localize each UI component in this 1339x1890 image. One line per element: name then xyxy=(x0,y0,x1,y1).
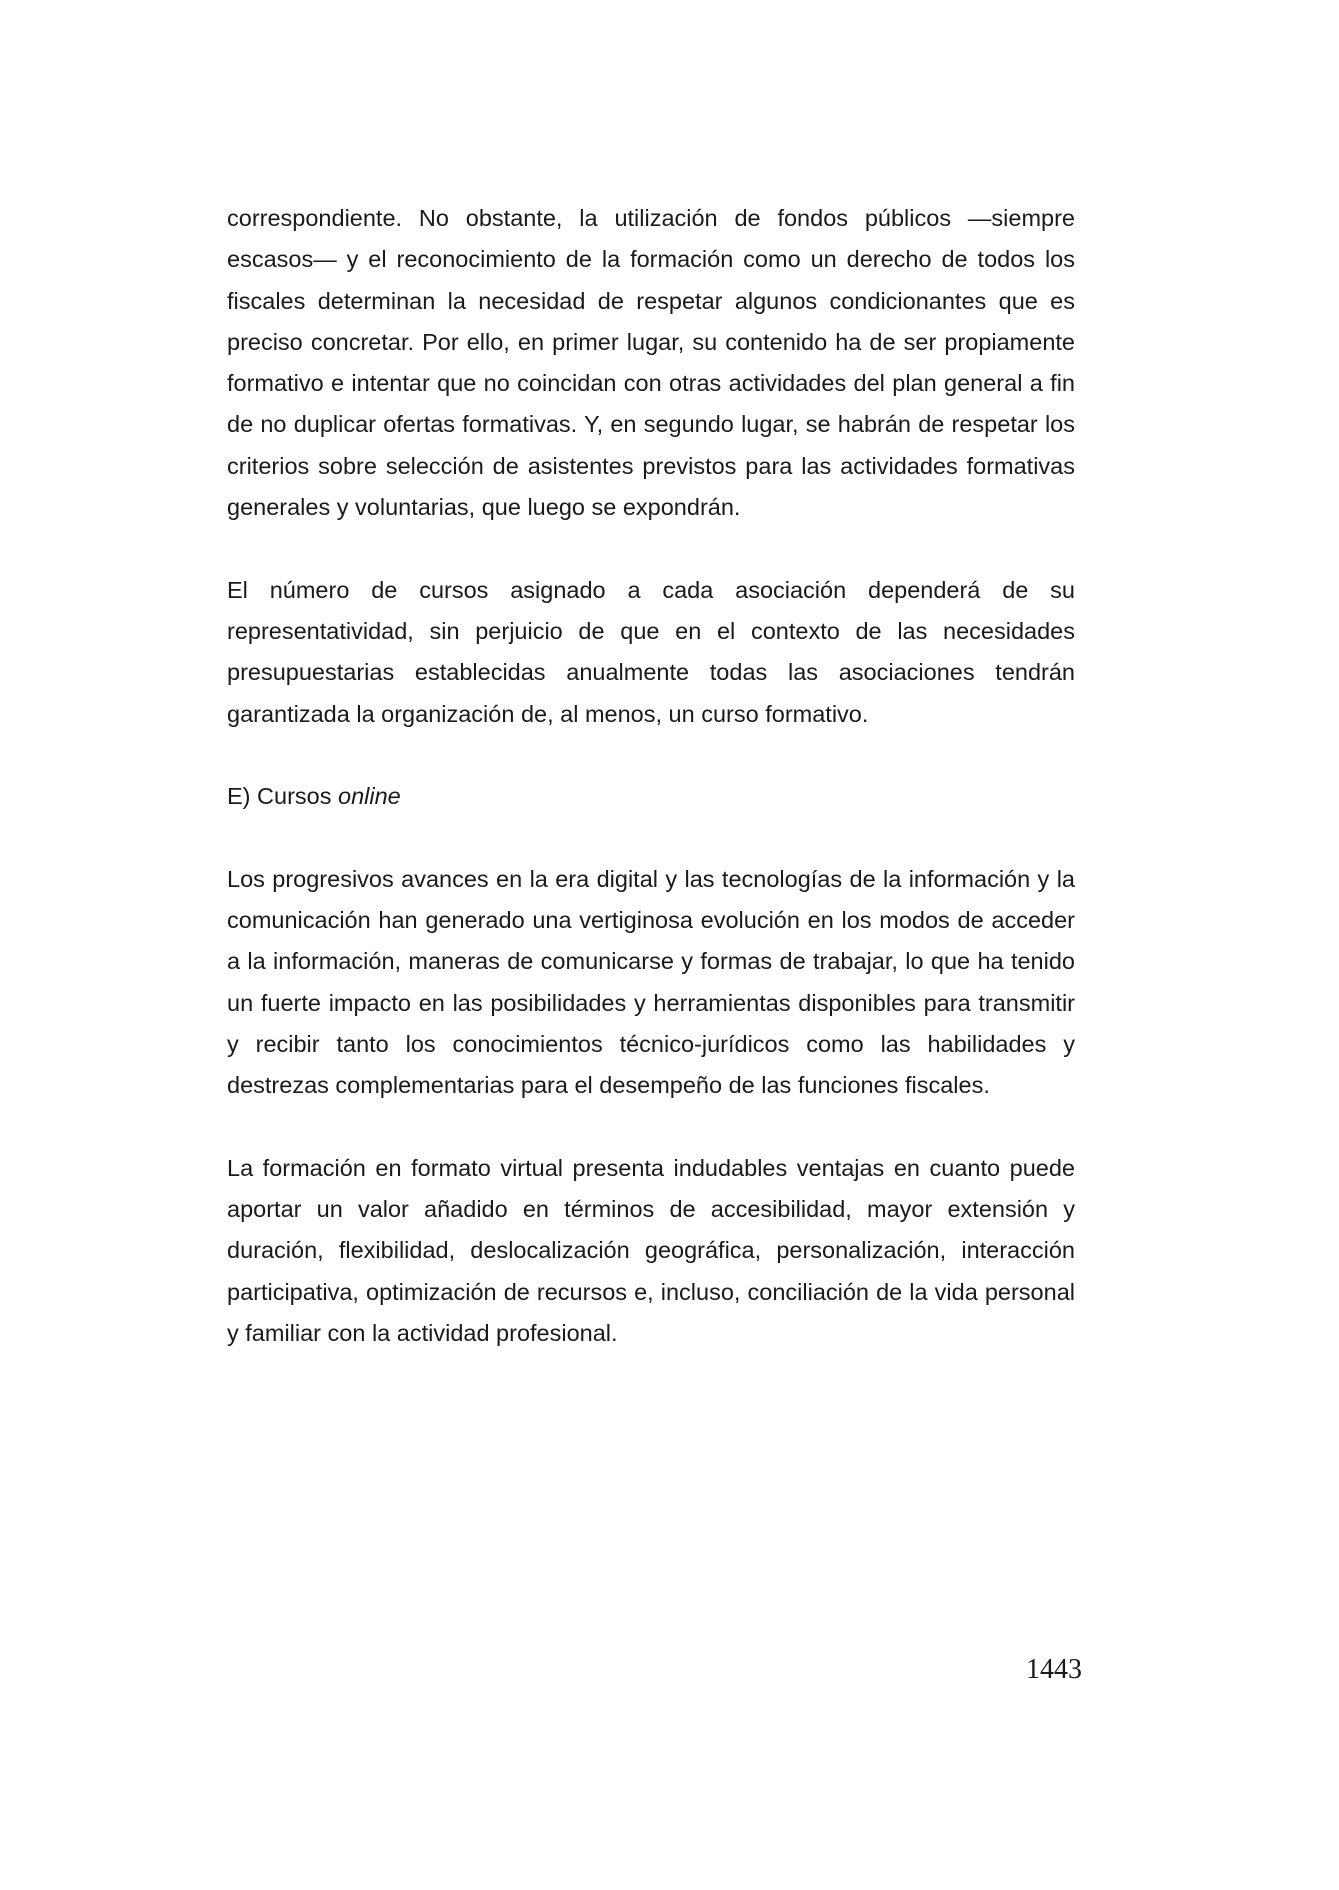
section-heading-emphasis: online xyxy=(338,783,401,810)
paragraph-numero-cursos: El número de cursos asignado a cada asociación dependerá de su representatividad, sin perjuicio de que en el contexto de las necesidades presupuestarias establecidas anualmente todas las asociaciones tendrán garantizada la organización de, al menos, un curso formativo. xyxy=(227,576,1075,727)
document-body xyxy=(227,198,1075,1396)
paragraph-fondos-publicos: correspondiente. No obstante, la utilización de fondos públicos —siempre escasos— y el reconocimiento de la formación como un derecho de todos los fiscales determinan la necesidad de respetar algunos condicionantes que es preciso concretar. Por ello, en primer lugar, su contenido ha de ser propiamente formativo e intentar que no coincidan con otras actividades del plan general a fin de no duplicar ofertas formativas. Y, en segundo lugar, se habrán de respetar los criterios sobre selección de asistentes previstos para las actividades formativas generales y voluntarias, que luego se expondrán. xyxy=(227,205,1075,521)
page-number: 1443 xyxy=(1026,1654,1082,1685)
section-heading-prefix: E) Cursos xyxy=(227,783,338,810)
paragraph-formacion-virtual: La formación en formato virtual presenta indudables ventajas en cuanto puede aportar un valor añadido en términos de accesibilidad, mayor extensión y duración, flexibilidad, deslocalización geográfica, personalización, interacción participativa, optimización de recursos e, incluso, conciliación de la vida personal y familiar con la actividad profesional. xyxy=(227,1154,1075,1347)
paragraph-avances-digitales: Los progresivos avances en la era digital y las tecnologías de la información y la comunicación han generado una vertiginosa evolución en los modos de acceder a la información, maneras de comunicarse y formas de trabajar, lo que ha tenido un fuerte impacto en las posibilidades y herramientas disponibles para transmitir y recibir tanto los conocimientos técnico-jurídicos como las habilidades y destrezas complementarias para el desempeño de las funciones fiscales. xyxy=(227,865,1075,1099)
section-heading-cursos-online xyxy=(227,776,1075,817)
